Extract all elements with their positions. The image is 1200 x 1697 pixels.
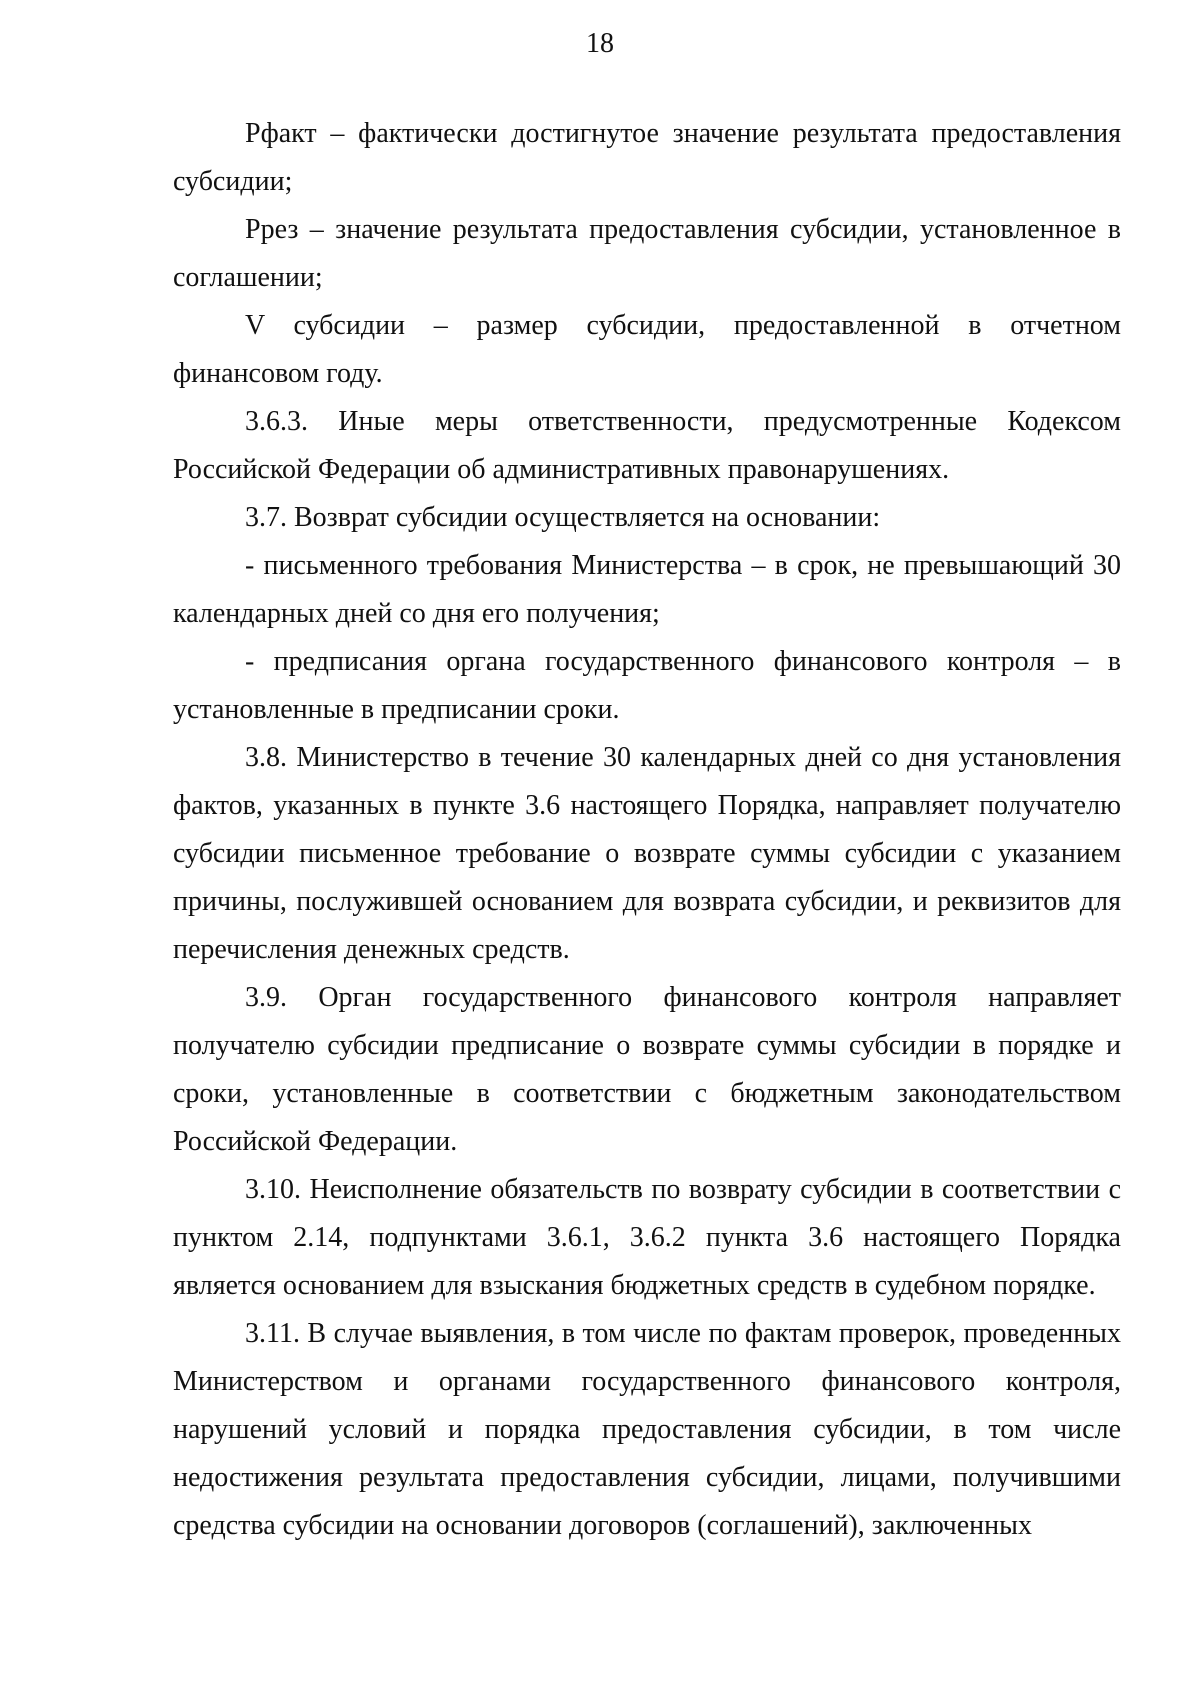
paragraph-3-11: 3.11. В случае выявления, в том числе по фактам проверок, проведенных Министерством и органами государственного финансового контроля, нарушений условий и порядка предоставления субсидии, в том числе недостижения результата предоставления субсидии, лицами, получившими средства субсидии на основании договоров (соглашений), заключенных [173, 1318, 1121, 1541]
paragraph-v-subsidy-definition: V субсидии – размер субсидии, предоставленной в отчетном финансовом году. [173, 310, 1121, 389]
paragraph-3-10: 3.10. Неисполнение обязательств по возврату субсидии в соответствии с пунктом 2.14, подпунктами 3.6.1, 3.6.2 пункта 3.6 настоящего Порядка является основанием для взыскания бюджетных средств в судебном порядке. [173, 1174, 1121, 1301]
paragraph-3-9: 3.9. Орган государственного финансового контроля направляет получателю субсидии предписание о возврате суммы субсидии в порядке и сроки, установленные в соответствии с бюджетным законодательством Российской Федерации. [173, 982, 1121, 1157]
paragraph-3-6-3: 3.6.3. Иные меры ответственности, предусмотренные Кодексом Российской Федерации об административных правонарушениях. [173, 406, 1121, 485]
paragraph-rrez-definition: Ррез – значение результата предоставления субсидии, установленное в соглашении; [173, 214, 1121, 293]
paragraph-rfakt-definition: Рфакт – фактически достигнутое значение результата предоставления субсидии; [173, 118, 1121, 197]
list-item-prescription: - предписания органа государственного финансового контроля – в установленные в предписании сроки. [173, 646, 1121, 725]
paragraph-3-8: 3.8. Министерство в течение 30 календарных дней со дня установления фактов, указанных в пункте 3.6 настоящего Порядка, направляет получателю субсидии письменное требование о возврате суммы субсидии с указанием причины, послужившей основанием для возврата субсидии, и реквизитов для перечисления денежных средств. [173, 742, 1121, 965]
page-number: 18 [586, 28, 614, 59]
paragraph-3-7: 3.7. Возврат субсидии осуществляется на основании: [245, 502, 881, 533]
document-body [173, 110, 1121, 1550]
list-item-written-demand: - письменного требования Министерства – в срок, не превышающий 30 календарных дней со дня его получения; [173, 550, 1121, 629]
